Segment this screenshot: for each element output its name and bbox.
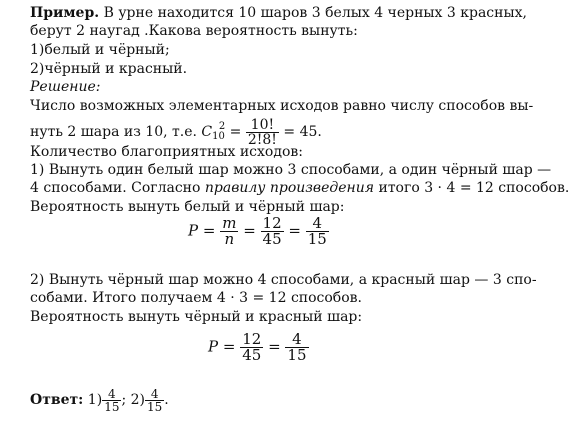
case-1-line-1: 1) Вынуть один белый шар можно 3 способами, а один чёрный шар — — [30, 162, 552, 178]
case-1-line-2 — [30, 179, 569, 197]
case-2-probability-label: Вероятность вынуть чёрный и красный шар: — [30, 309, 363, 325]
formula-2-numerator-4: 4 — [285, 332, 308, 348]
formula-1-P: P — [188, 221, 199, 240]
formula-1-denominator-15: 15 — [307, 230, 327, 248]
case-1-probability-label: Вероятность вынуть белый и чёрный шар: — [30, 199, 345, 215]
problem-text-1: В урне находится 10 шаров 3 белых 4 черных 3 красных, — [99, 5, 527, 21]
formula-2-fraction-12-45 — [240, 332, 263, 363]
problem-item-1: 1)белый и чёрный; — [30, 42, 170, 58]
formula-2-denominator-15: 15 — [287, 346, 307, 364]
equals-sign: = — [263, 337, 286, 356]
answer-2-denominator: 15 — [147, 399, 163, 414]
answer-2-fraction — [145, 388, 164, 413]
solution-heading-text: Решение: — [30, 79, 101, 95]
problem-heading: Пример. — [30, 5, 100, 21]
equals-sign: = — [238, 221, 261, 240]
problem-line-1 — [30, 4, 527, 22]
solution-heading — [30, 78, 101, 96]
equals-sign: = — [225, 124, 246, 140]
formula-2-fraction-4-15 — [285, 332, 308, 363]
favorable-heading: Количество благоприятных исходов: — [30, 144, 303, 160]
answer-line — [30, 385, 169, 415]
formula-1-denominator-n: n — [224, 230, 235, 248]
solution-para-1-line-2-text: нуть 2 шара из 10, т.е. — [30, 124, 202, 140]
combination-symbol: C — [201, 124, 213, 140]
formula-1-fraction-12-45 — [261, 216, 284, 247]
formula-1-numerator-m: m — [222, 214, 237, 232]
formula-1-fraction-mn — [220, 216, 238, 247]
problem-item-2: 2)чёрный и красный. — [30, 61, 188, 77]
formula-2 — [208, 332, 309, 363]
case-2-line-1: 2) Вынуть чёрный шар можно 4 способами, а красный шар — 3 спо- — [30, 272, 537, 288]
answer-1-prefix: 1) — [83, 392, 103, 408]
answer-1-fraction — [102, 388, 121, 413]
problem-line-2: берут 2 наугад .Какова вероятность вынуть: — [30, 23, 358, 39]
case-2-line-2: собами. Итого получаем 4 · 3 = 12 способов. — [30, 290, 363, 306]
solution-para-1-line-1: Число возможных элементарных исходов равно числу способов вы- — [30, 98, 534, 114]
answer-label: Ответ: — [30, 392, 84, 408]
formula-1-fraction-4-15 — [306, 216, 329, 247]
equals-sign: = — [198, 221, 221, 240]
equals-sign: = — [218, 337, 241, 356]
formula-1-denominator-45: 45 — [262, 230, 282, 248]
answer-end: . — [164, 392, 169, 408]
answer-2-numerator: 4 — [145, 388, 164, 401]
case-1-line-2-end: итого 3 · 4 = 12 способов. — [374, 180, 569, 196]
answer-1-denominator: 15 — [104, 399, 120, 414]
combination-result: = 45. — [278, 124, 322, 140]
equals-sign: = — [283, 221, 306, 240]
combination-superscript: 2 — [218, 121, 226, 132]
answer-1-numerator: 4 — [102, 388, 121, 401]
combination-numerator: 10! — [246, 118, 279, 133]
formula-2-P: P — [208, 337, 219, 356]
formula-1 — [188, 216, 329, 247]
formula-1-numerator-4: 4 — [306, 216, 329, 232]
combination-denominator: 2!8! — [247, 131, 277, 148]
formula-1-numerator-12: 12 — [262, 214, 282, 232]
combination-subscript: 10 — [212, 131, 225, 142]
formula-2-numerator-12: 12 — [242, 330, 262, 348]
formula-2-denominator-45: 45 — [242, 346, 262, 364]
case-1-line-2-start: 4 способами. Согласно — [30, 180, 205, 196]
answer-separator: ; 2) — [121, 392, 146, 408]
product-rule-term: правилу произведения — [204, 180, 375, 196]
